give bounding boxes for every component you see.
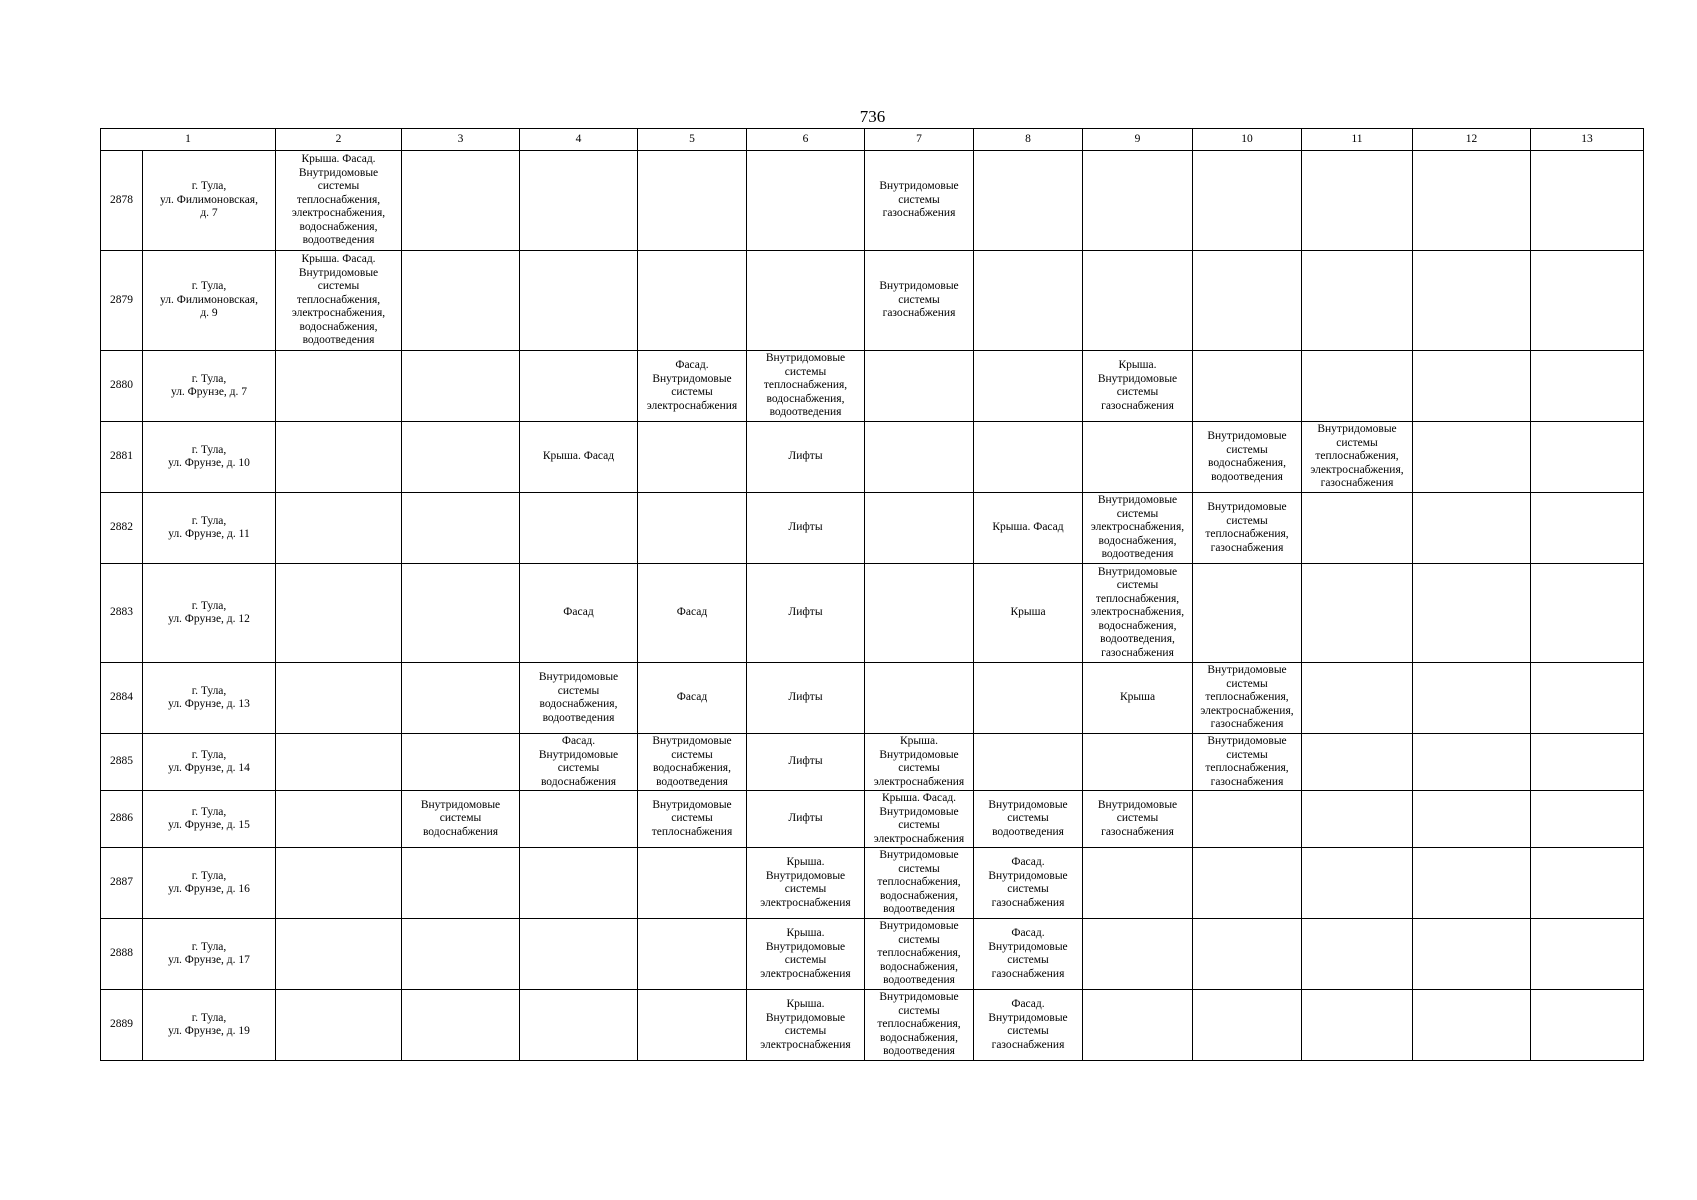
work-cell-col-2: Крыша. Фасад. Внутридомовые системы теплоснабжения, электроснабжения, водоснабжения, водоотведения [276, 151, 402, 251]
work-cell-col-11 [1302, 351, 1413, 422]
work-cell-col-5: Фасад. Внутридомовые системы электроснабжения [638, 351, 747, 422]
work-cell-col-13 [1531, 564, 1644, 663]
work-cell-col-9 [1083, 734, 1193, 791]
work-cell-col-2 [276, 791, 402, 848]
address-cell: г. Тула, ул. Фрунзе, д. 19 [143, 990, 276, 1061]
work-cell-col-10: Внутридомовые системы теплоснабжения, газоснабжения [1193, 734, 1302, 791]
page-number: 736 [859, 107, 886, 126]
column-header: 11 [1302, 129, 1413, 151]
column-header: 2 [276, 129, 402, 151]
work-cell-col-9 [1083, 422, 1193, 493]
table-row [101, 422, 1644, 493]
table-row [101, 564, 1644, 663]
work-cell-col-7: Крыша. Внутридомовые системы электроснабжения [865, 734, 974, 791]
column-header: 12 [1413, 129, 1531, 151]
work-cell-col-7: Внутридомовые системы теплоснабжения, водоснабжения, водоотведения [865, 919, 974, 990]
work-cell-col-5 [638, 151, 747, 251]
work-cell-col-10 [1193, 919, 1302, 990]
row-number: 2888 [101, 919, 143, 990]
address-cell: г. Тула, ул. Фрунзе, д. 12 [143, 564, 276, 663]
work-cell-col-10 [1193, 151, 1302, 251]
work-cell-col-4 [520, 351, 638, 422]
work-cell-col-10 [1193, 990, 1302, 1061]
work-cell-col-13 [1531, 663, 1644, 734]
work-cell-col-11 [1302, 493, 1413, 564]
row-number: 2882 [101, 493, 143, 564]
work-cell-col-11 [1302, 663, 1413, 734]
work-cell-col-10: Внутридомовые системы водоснабжения, водоотведения [1193, 422, 1302, 493]
work-cell-col-12 [1413, 564, 1531, 663]
table-row [101, 848, 1644, 919]
work-cell-col-10: Внутридомовые системы теплоснабжения, газоснабжения [1193, 493, 1302, 564]
work-cell-col-4 [520, 151, 638, 251]
repair-schedule-table [100, 128, 1644, 1061]
table-row [101, 791, 1644, 848]
work-cell-col-7 [865, 493, 974, 564]
address-cell: г. Тула, ул. Фрунзе, д. 13 [143, 663, 276, 734]
work-cell-col-10 [1193, 564, 1302, 663]
work-cell-col-4 [520, 848, 638, 919]
work-cell-col-8 [974, 251, 1083, 351]
work-cell-col-10 [1193, 251, 1302, 351]
work-cell-col-9 [1083, 990, 1193, 1061]
work-cell-col-3 [402, 251, 520, 351]
table-row [101, 663, 1644, 734]
work-cell-col-13 [1531, 422, 1644, 493]
column-header: 4 [520, 129, 638, 151]
work-cell-col-3 [402, 663, 520, 734]
table-row [101, 919, 1644, 990]
work-cell-col-2 [276, 919, 402, 990]
work-cell-col-11 [1302, 990, 1413, 1061]
work-cell-col-12 [1413, 251, 1531, 351]
work-cell-col-7: Внутридомовые системы газоснабжения [865, 151, 974, 251]
work-cell-col-6: Лифты [747, 791, 865, 848]
work-cell-col-6: Лифты [747, 734, 865, 791]
work-cell-col-8 [974, 663, 1083, 734]
work-cell-col-5 [638, 848, 747, 919]
work-cell-col-4 [520, 919, 638, 990]
work-cell-col-7: Крыша. Фасад. Внутридомовые системы электроснабжения [865, 791, 974, 848]
work-cell-col-2 [276, 848, 402, 919]
address-cell: г. Тула, ул. Филимоновская, д. 7 [143, 151, 276, 251]
work-cell-col-12 [1413, 734, 1531, 791]
table-row [101, 151, 1644, 251]
work-cell-col-3 [402, 151, 520, 251]
work-cell-col-4: Крыша. Фасад [520, 422, 638, 493]
work-cell-col-9: Внутридомовые системы теплоснабжения, электроснабжения, водоснабжения, водоотведения, газоснабжения [1083, 564, 1193, 663]
work-cell-col-3 [402, 351, 520, 422]
work-cell-col-12 [1413, 990, 1531, 1061]
column-header: 7 [865, 129, 974, 151]
work-cell-col-12 [1413, 791, 1531, 848]
row-number: 2879 [101, 251, 143, 351]
work-cell-col-8: Крыша [974, 564, 1083, 663]
work-cell-col-12 [1413, 663, 1531, 734]
work-cell-col-9: Крыша. Внутридомовые системы газоснабжения [1083, 351, 1193, 422]
work-cell-col-3 [402, 990, 520, 1061]
work-cell-col-10 [1193, 848, 1302, 919]
work-cell-col-13 [1531, 848, 1644, 919]
column-header: 10 [1193, 129, 1302, 151]
work-cell-col-8 [974, 351, 1083, 422]
table-row [101, 493, 1644, 564]
work-cell-col-6: Внутридомовые системы теплоснабжения, водоснабжения, водоотведения [747, 351, 865, 422]
work-cell-col-7 [865, 422, 974, 493]
work-cell-col-9 [1083, 251, 1193, 351]
work-cell-col-5 [638, 919, 747, 990]
work-cell-col-7 [865, 351, 974, 422]
work-cell-col-6: Крыша. Внутридомовые системы электроснабжения [747, 990, 865, 1061]
column-header: 13 [1531, 129, 1644, 151]
column-header: 3 [402, 129, 520, 151]
column-header: 8 [974, 129, 1083, 151]
row-number: 2886 [101, 791, 143, 848]
work-cell-col-5 [638, 990, 747, 1061]
work-cell-col-11 [1302, 151, 1413, 251]
work-cell-col-9 [1083, 848, 1193, 919]
address-cell: г. Тула, ул. Фрунзе, д. 14 [143, 734, 276, 791]
work-cell-col-11 [1302, 251, 1413, 351]
work-cell-col-10 [1193, 791, 1302, 848]
work-cell-col-5 [638, 251, 747, 351]
table-row [101, 990, 1644, 1061]
column-header: 6 [747, 129, 865, 151]
work-cell-col-13 [1531, 791, 1644, 848]
work-cell-col-7 [865, 663, 974, 734]
work-cell-col-2 [276, 663, 402, 734]
work-cell-col-9: Внутридомовые системы газоснабжения [1083, 791, 1193, 848]
work-cell-col-3 [402, 493, 520, 564]
work-cell-col-11 [1302, 791, 1413, 848]
work-cell-col-2: Крыша. Фасад. Внутридомовые системы теплоснабжения, электроснабжения, водоснабжения, водоотведения [276, 251, 402, 351]
row-number: 2884 [101, 663, 143, 734]
work-cell-col-5: Внутридомовые системы водоснабжения, водоотведения [638, 734, 747, 791]
work-cell-col-4: Внутридомовые системы водоснабжения, водоотведения [520, 663, 638, 734]
work-cell-col-11 [1302, 564, 1413, 663]
work-cell-col-12 [1413, 351, 1531, 422]
work-cell-col-6: Лифты [747, 564, 865, 663]
table-row [101, 351, 1644, 422]
address-cell: г. Тула, ул. Филимоновская, д. 9 [143, 251, 276, 351]
work-cell-col-11 [1302, 919, 1413, 990]
address-cell: г. Тула, ул. Фрунзе, д. 17 [143, 919, 276, 990]
row-number: 2880 [101, 351, 143, 422]
work-cell-col-3 [402, 422, 520, 493]
work-cell-col-8: Внутридомовые системы водоотведения [974, 791, 1083, 848]
work-cell-col-4 [520, 251, 638, 351]
work-cell-col-13 [1531, 919, 1644, 990]
work-cell-col-2 [276, 422, 402, 493]
column-header: 5 [638, 129, 747, 151]
work-cell-col-8: Фасад. Внутридомовые системы газоснабжения [974, 919, 1083, 990]
work-cell-col-5: Фасад [638, 663, 747, 734]
table-row [101, 251, 1644, 351]
work-cell-col-10 [1193, 351, 1302, 422]
work-cell-col-12 [1413, 493, 1531, 564]
work-cell-col-8: Крыша. Фасад [974, 493, 1083, 564]
work-cell-col-5 [638, 422, 747, 493]
work-cell-col-3 [402, 564, 520, 663]
work-cell-col-13 [1531, 351, 1644, 422]
work-cell-col-4: Фасад. Внутридомовые системы водоснабжения [520, 734, 638, 791]
work-cell-col-3 [402, 734, 520, 791]
work-cell-col-9 [1083, 151, 1193, 251]
table-row [101, 734, 1644, 791]
address-cell: г. Тула, ул. Фрунзе, д. 7 [143, 351, 276, 422]
work-cell-col-12 [1413, 151, 1531, 251]
work-cell-col-12 [1413, 848, 1531, 919]
work-cell-col-3 [402, 919, 520, 990]
work-cell-col-4 [520, 791, 638, 848]
work-cell-col-8: Фасад. Внутридомовые системы газоснабжения [974, 848, 1083, 919]
row-number: 2889 [101, 990, 143, 1061]
work-cell-col-7: Внутридомовые системы теплоснабжения, водоснабжения, водоотведения [865, 848, 974, 919]
work-cell-col-6: Лифты [747, 422, 865, 493]
address-cell: г. Тула, ул. Фрунзе, д. 16 [143, 848, 276, 919]
work-cell-col-2 [276, 493, 402, 564]
work-cell-col-11 [1302, 848, 1413, 919]
row-number: 2887 [101, 848, 143, 919]
work-cell-col-7: Внутридомовые системы теплоснабжения, водоснабжения, водоотведения [865, 990, 974, 1061]
work-cell-col-8 [974, 734, 1083, 791]
table-body [101, 129, 1644, 1061]
work-cell-col-9 [1083, 919, 1193, 990]
work-cell-col-12 [1413, 422, 1531, 493]
work-cell-col-7 [865, 564, 974, 663]
work-cell-col-5 [638, 493, 747, 564]
work-cell-col-4 [520, 990, 638, 1061]
work-cell-col-6 [747, 151, 865, 251]
work-cell-col-2 [276, 351, 402, 422]
work-cell-col-13 [1531, 151, 1644, 251]
column-header: 9 [1083, 129, 1193, 151]
work-cell-col-13 [1531, 251, 1644, 351]
work-cell-col-9: Крыша [1083, 663, 1193, 734]
work-cell-col-6: Лифты [747, 493, 865, 564]
work-cell-col-13 [1531, 734, 1644, 791]
work-cell-col-6: Лифты [747, 663, 865, 734]
work-cell-col-8: Фасад. Внутридомовые системы газоснабжения [974, 990, 1083, 1061]
work-cell-col-13 [1531, 990, 1644, 1061]
work-cell-col-6: Крыша. Внутридомовые системы электроснабжения [747, 848, 865, 919]
work-cell-col-13 [1531, 493, 1644, 564]
work-cell-col-8 [974, 422, 1083, 493]
column-header: 1 [101, 129, 276, 151]
work-cell-col-2 [276, 990, 402, 1061]
address-cell: г. Тула, ул. Фрунзе, д. 10 [143, 422, 276, 493]
address-cell: г. Тула, ул. Фрунзе, д. 11 [143, 493, 276, 564]
work-cell-col-4 [520, 493, 638, 564]
work-cell-col-2 [276, 564, 402, 663]
work-cell-col-11 [1302, 734, 1413, 791]
work-cell-col-9: Внутридомовые системы электроснабжения, водоснабжения, водоотведения [1083, 493, 1193, 564]
work-cell-col-8 [974, 151, 1083, 251]
work-cell-col-11: Внутридомовые системы теплоснабжения, электроснабжения, газоснабжения [1302, 422, 1413, 493]
work-cell-col-2 [276, 734, 402, 791]
row-number: 2883 [101, 564, 143, 663]
work-cell-col-6 [747, 251, 865, 351]
work-cell-col-4: Фасад [520, 564, 638, 663]
work-cell-col-5: Фасад [638, 564, 747, 663]
address-cell: г. Тула, ул. Фрунзе, д. 15 [143, 791, 276, 848]
work-cell-col-10: Внутридомовые системы теплоснабжения, электроснабжения, газоснабжения [1193, 663, 1302, 734]
row-number: 2881 [101, 422, 143, 493]
work-cell-col-3: Внутридомовые системы водоснабжения [402, 791, 520, 848]
row-number: 2878 [101, 151, 143, 251]
work-cell-col-6: Крыша. Внутридомовые системы электроснабжения [747, 919, 865, 990]
row-number: 2885 [101, 734, 143, 791]
work-cell-col-7: Внутридомовые системы газоснабжения [865, 251, 974, 351]
work-cell-col-12 [1413, 919, 1531, 990]
header-row [101, 129, 1644, 151]
work-cell-col-5: Внутридомовые системы теплоснабжения [638, 791, 747, 848]
work-cell-col-3 [402, 848, 520, 919]
